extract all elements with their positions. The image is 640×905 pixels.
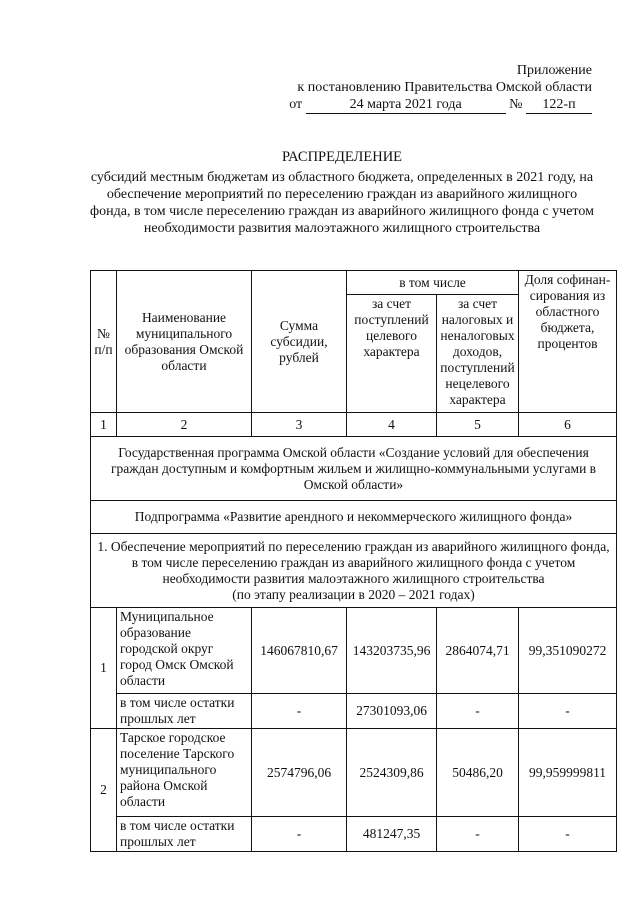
appendix-date: 24 марта 2021 года xyxy=(306,96,506,114)
row-sub-name: в том числе остатки прошлых лет xyxy=(117,694,252,729)
col-number: 5 xyxy=(437,413,519,437)
row-sum: 2574796,06 xyxy=(252,729,347,817)
row-sub-targeted: 481247,35 xyxy=(347,817,437,852)
header-num: № п/п xyxy=(91,271,117,413)
column-number-row xyxy=(91,413,617,437)
table-subrow xyxy=(91,694,617,729)
measure-cell xyxy=(91,534,617,608)
row-sum: 146067810,67 xyxy=(252,608,347,694)
subprogram-row xyxy=(91,501,617,534)
header-including: в том числе xyxy=(347,271,519,295)
col-number: 6 xyxy=(519,413,617,437)
row-sub-share: - xyxy=(519,817,617,852)
header-row xyxy=(91,271,617,295)
appendix-resolution: к постановлению Правительства Омской области xyxy=(297,80,592,95)
appendix-from-label: от xyxy=(289,97,303,112)
col-number: 2 xyxy=(117,413,252,437)
program-title: Государственная программа Омской области «Создание условий для обеспечения граждан доступным и комфортным жильем и жилищно-коммунальными услугами в Омской области» xyxy=(91,437,617,501)
row-sub-sum: - xyxy=(252,817,347,852)
table-subrow xyxy=(91,817,617,852)
col-number: 4 xyxy=(347,413,437,437)
header-sum: Сумма субсидии, рублей xyxy=(252,271,347,413)
row-sub-share: - xyxy=(519,694,617,729)
header-tax: за счет налоговых и неналоговых доходов, поступлений нецелевого характера xyxy=(437,295,519,413)
appendix-number-sign: № xyxy=(509,97,523,112)
col-number: 3 xyxy=(252,413,347,437)
row-name: Тарское городское поселение Тарского муниципального района Омской области xyxy=(117,729,252,817)
document-title: РАСПРЕДЕЛЕНИЕ xyxy=(281,149,403,165)
row-share: 99,959999811 xyxy=(519,729,617,817)
header-name: Наименование муниципального образования Омской области xyxy=(117,271,252,413)
row-share: 99,351090272 xyxy=(519,608,617,694)
document-heading xyxy=(86,149,598,237)
row-sub-name: в том числе остатки прошлых лет xyxy=(117,817,252,852)
row-num: 2 xyxy=(91,729,117,852)
measure-row xyxy=(91,534,617,608)
appendix-date-line xyxy=(289,96,592,114)
appendix-block xyxy=(289,62,592,114)
appendix-number: 122-п xyxy=(526,96,592,114)
row-name: Муниципальное образование городской округ город Омск Омской области xyxy=(117,608,252,694)
row-targeted: 2524309,86 xyxy=(347,729,437,817)
row-tax: 50486,20 xyxy=(437,729,519,817)
document-subtitle: субсидий местным бюджетам из областного бюджета, определенных в 2021 году, на обеспечение мероприятий по переселению граждан из аварийного жилищного фонда, в том числе переселению граждан из аварийного жилищного фонда с учетом необходимости развития малоэтажного жилищного строительства xyxy=(90,170,594,236)
row-tax: 2864074,71 xyxy=(437,608,519,694)
program-row xyxy=(91,437,617,501)
table-row xyxy=(91,608,617,694)
row-sub-tax: - xyxy=(437,694,519,729)
subprogram-title: Подпрограмма «Развитие арендного и некоммерческого жилищного фонда» xyxy=(91,501,617,534)
row-sub-tax: - xyxy=(437,817,519,852)
distribution-table xyxy=(90,270,617,852)
header-share: Доля софинан- сирования из областного бюджета, процентов xyxy=(519,271,617,413)
row-sub-sum: - xyxy=(252,694,347,729)
col-number: 1 xyxy=(91,413,117,437)
appendix-title: Приложение xyxy=(516,63,592,78)
table-row xyxy=(91,729,617,817)
header-targeted: за счет поступлений целевого характера xyxy=(347,295,437,413)
row-targeted: 143203735,96 xyxy=(347,608,437,694)
row-num: 1 xyxy=(91,608,117,729)
row-sub-targeted: 27301093,06 xyxy=(347,694,437,729)
measure-stage: (по этапу реализации в 2020 – 2021 годах) xyxy=(232,586,475,602)
measure-title: 1. Обеспечение мероприятий по переселению граждан из аварийного жилищного фонда, в том числе переселению граждан из аварийного жилищного фонда с учетом необходимости развития малоэтажного жилищного строительства xyxy=(97,538,610,586)
